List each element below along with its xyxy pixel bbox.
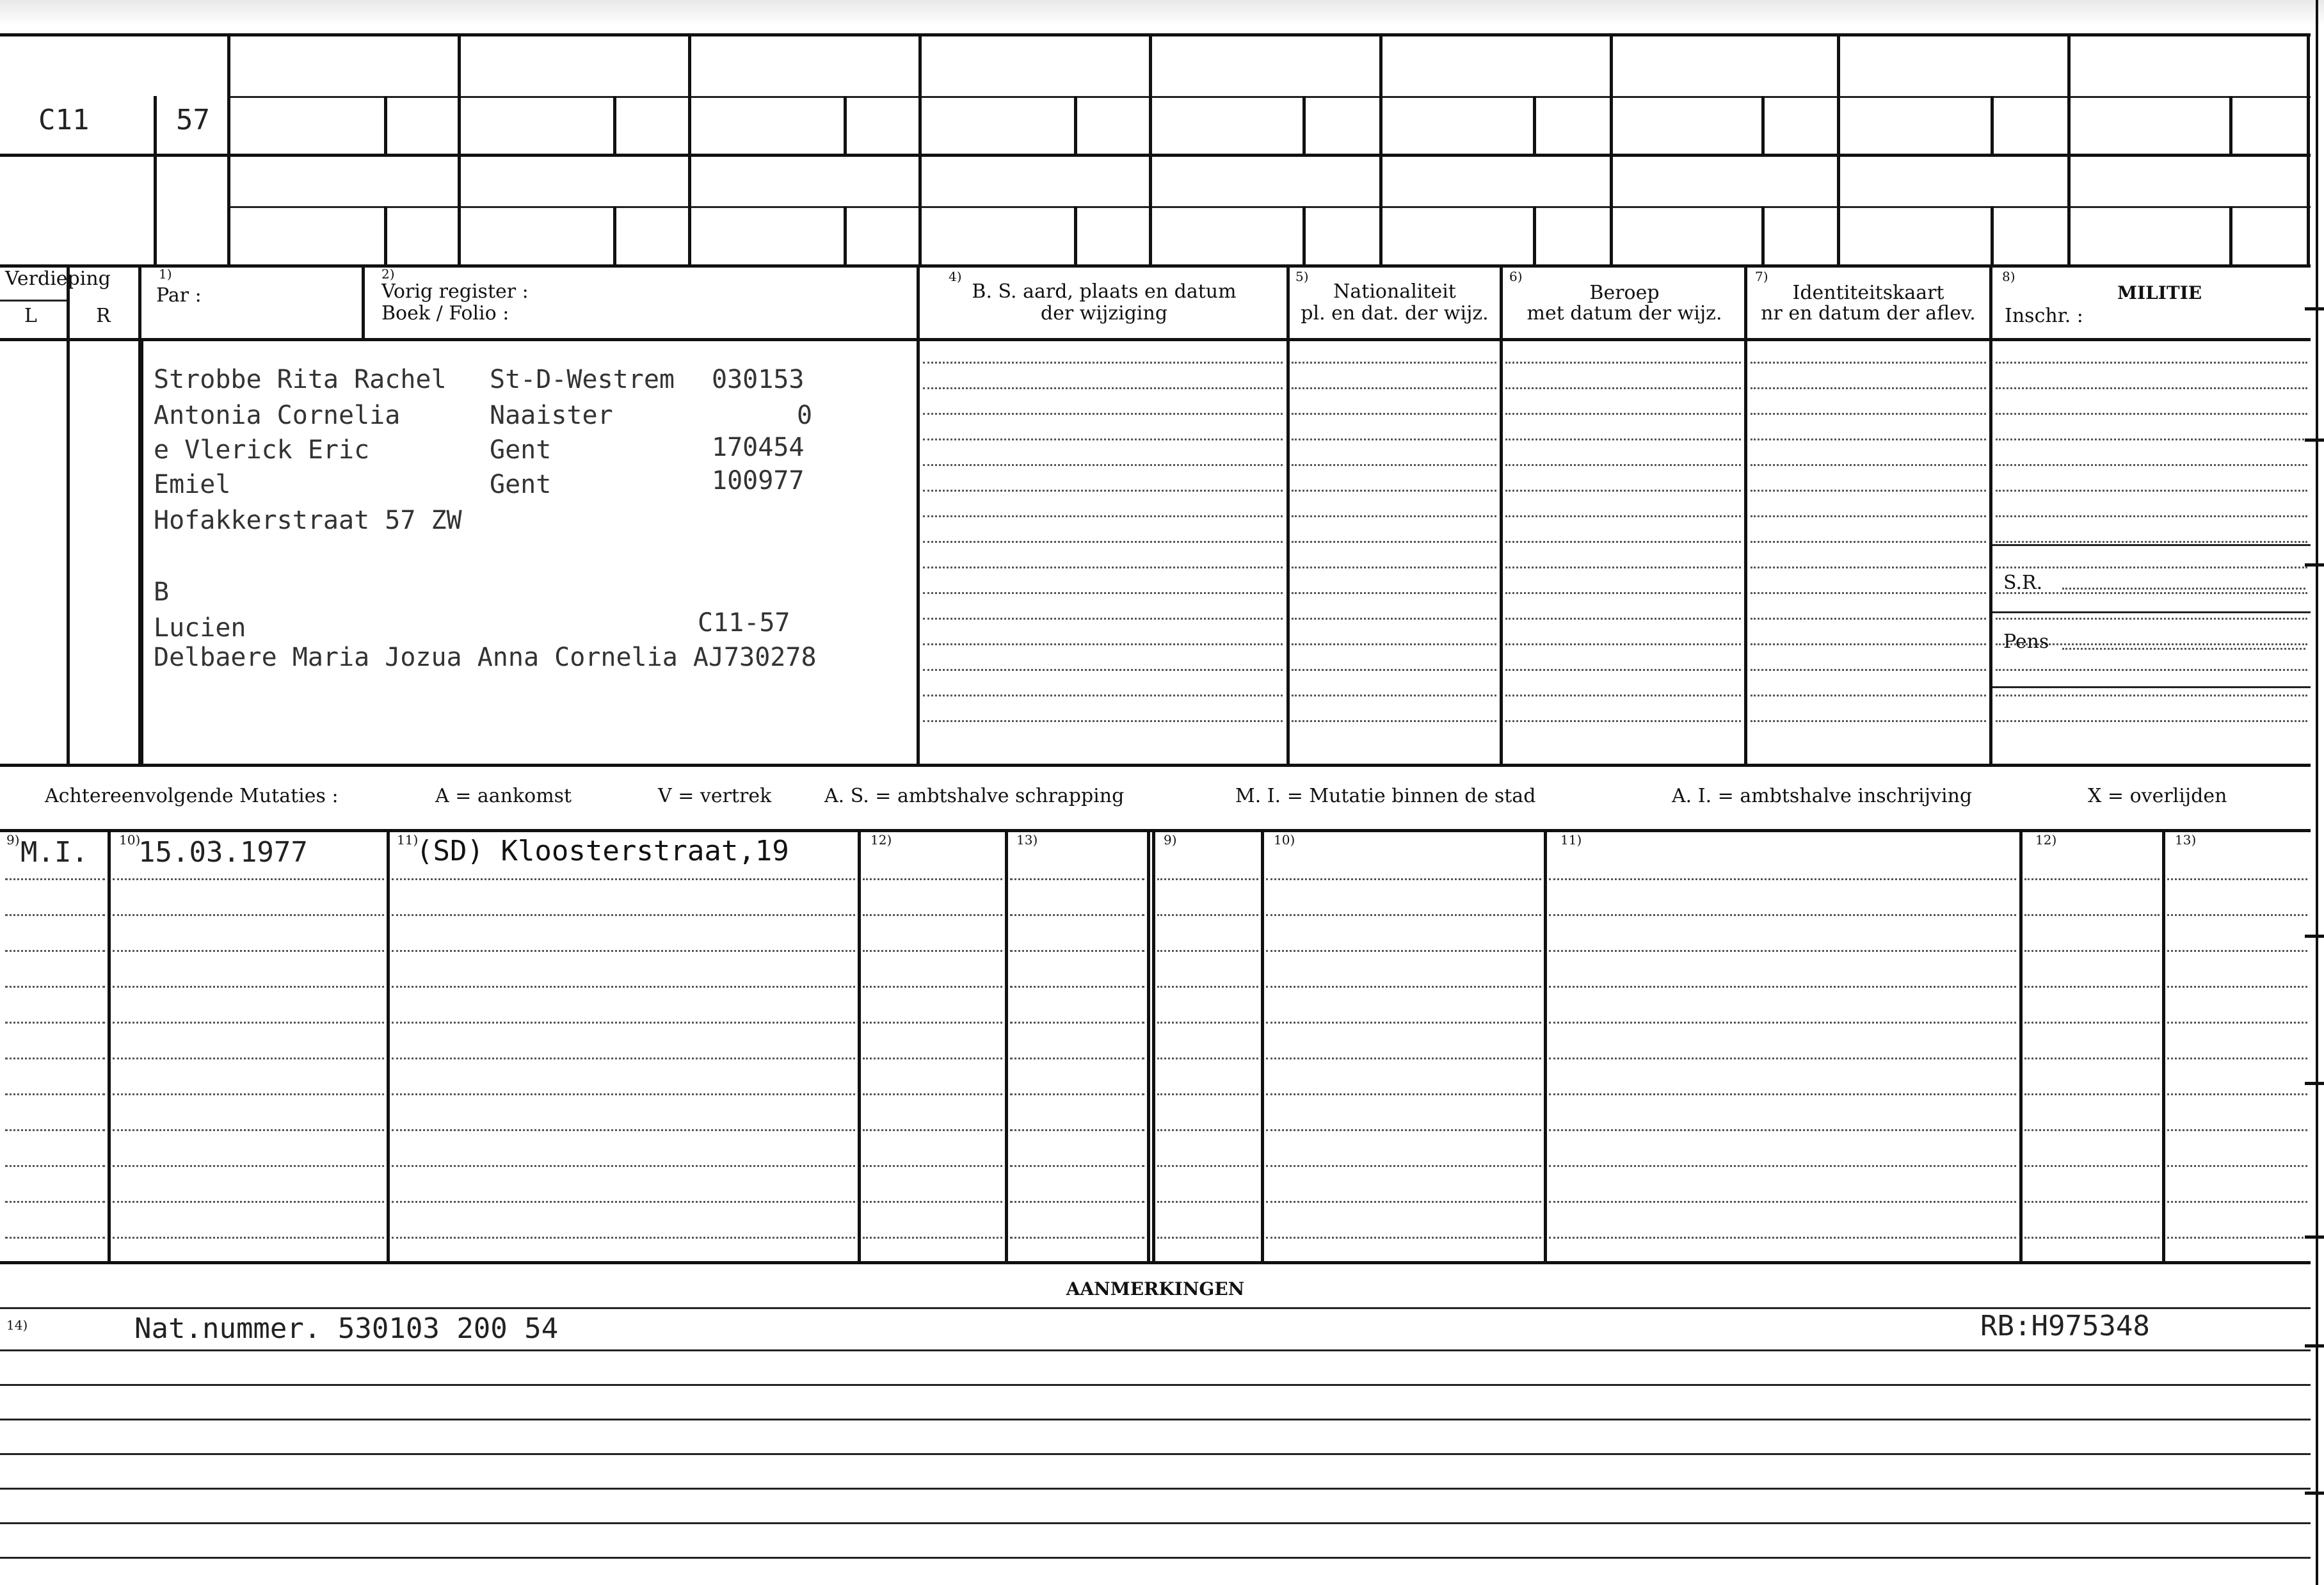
rule-line bbox=[1266, 950, 1541, 952]
rule-line bbox=[5, 878, 105, 880]
rule-line bbox=[113, 1093, 384, 1095]
rule-line bbox=[2167, 1237, 2307, 1239]
rule-line bbox=[1010, 1165, 1144, 1167]
rule-line bbox=[863, 1022, 1002, 1024]
verdieping-label: Verdieping bbox=[5, 268, 111, 290]
rule-line bbox=[1292, 618, 1496, 620]
rule-line bbox=[1505, 669, 1741, 671]
rule-line bbox=[2167, 1058, 2307, 1059]
col-number: 14) bbox=[6, 1317, 28, 1333]
rule-line bbox=[1751, 362, 1986, 364]
rule-line bbox=[1996, 362, 2307, 364]
rule-line bbox=[923, 515, 1283, 517]
vorig-register-label: Vorig register : bbox=[381, 280, 529, 303]
rule-line bbox=[113, 1129, 384, 1131]
rule-line bbox=[392, 1165, 855, 1167]
rule-line bbox=[1292, 438, 1496, 440]
rule-line bbox=[392, 986, 855, 988]
legend-title: Achtereenvolgende Mutaties : bbox=[45, 785, 339, 807]
rule-line bbox=[1751, 464, 1986, 466]
block-code: C11 bbox=[38, 104, 90, 136]
rule-line bbox=[1996, 515, 2307, 517]
rule-line bbox=[923, 464, 1283, 466]
rule-line bbox=[1266, 1165, 1541, 1167]
rule-line bbox=[392, 1093, 855, 1095]
rule-line bbox=[1751, 490, 1986, 492]
mutation-address: (SD) Kloosterstraat,19 bbox=[416, 835, 789, 867]
rule-line bbox=[1505, 618, 1741, 620]
rule-line bbox=[1292, 515, 1496, 517]
rule-line bbox=[113, 1022, 384, 1024]
person-date: 0 bbox=[797, 401, 813, 430]
house-number: 57 bbox=[176, 104, 210, 136]
rule-line bbox=[1996, 413, 2307, 415]
col-number: 11) bbox=[1560, 832, 1582, 848]
rule-line bbox=[1292, 592, 1496, 594]
rule-line bbox=[1010, 878, 1144, 880]
child-parents: Delbaere Maria Jozua Anna Cornelia AJ730278 bbox=[154, 643, 817, 672]
rule-line bbox=[1292, 643, 1496, 645]
rule-line bbox=[1266, 878, 1541, 880]
rule-line bbox=[1266, 1201, 1541, 1203]
col-number: 2) bbox=[381, 266, 395, 282]
rule-line bbox=[923, 695, 1283, 696]
rule-line bbox=[392, 914, 855, 916]
rule-line bbox=[1157, 1058, 1258, 1059]
rule-line bbox=[1549, 1129, 2016, 1131]
mutation-type: M.I. bbox=[20, 836, 88, 869]
rule-line bbox=[1751, 515, 1986, 517]
rule-line bbox=[5, 986, 105, 988]
person-place: Gent bbox=[490, 470, 552, 499]
rule-line bbox=[863, 914, 1002, 916]
rule-line bbox=[1292, 413, 1496, 415]
legend-ai: A. I. = ambtshalve inschrijving bbox=[1672, 785, 1973, 807]
rule-line bbox=[1751, 592, 1986, 594]
rule-line bbox=[113, 914, 384, 916]
rule-line bbox=[1157, 1093, 1258, 1095]
boek-folio-label: Boek / Folio : bbox=[381, 302, 509, 325]
rule-line bbox=[1549, 878, 2016, 880]
rule-line bbox=[923, 567, 1283, 568]
rule-line bbox=[863, 986, 1002, 988]
child-marker: B bbox=[154, 577, 170, 607]
rule-line bbox=[2167, 1129, 2307, 1131]
left-label: L bbox=[24, 305, 37, 327]
rule-line bbox=[1996, 720, 2307, 722]
rule-line bbox=[2167, 1165, 2307, 1167]
rule-line bbox=[1996, 438, 2307, 440]
rule-line bbox=[5, 1129, 105, 1131]
rule-line bbox=[1010, 1201, 1144, 1203]
rule-line bbox=[1751, 413, 1986, 415]
rule-line bbox=[2024, 1201, 2160, 1203]
rule-line bbox=[113, 1058, 384, 1059]
rule-line bbox=[1996, 695, 2307, 696]
rule-line bbox=[1751, 720, 1986, 722]
person-name: Emiel bbox=[154, 470, 231, 499]
rule-line bbox=[2024, 1093, 2160, 1095]
person-occupation: Naaister bbox=[490, 401, 613, 430]
rule-line bbox=[1549, 986, 2016, 988]
beroep-line1: Beroep bbox=[1589, 282, 1660, 304]
col-number: 4) bbox=[949, 269, 962, 284]
right-label: R bbox=[96, 305, 111, 327]
rule-line bbox=[2024, 1022, 2160, 1024]
pens-label: Pens bbox=[2003, 631, 2049, 653]
rule-line bbox=[392, 1237, 855, 1239]
rule-line bbox=[2024, 1129, 2160, 1131]
col-number: 12) bbox=[870, 832, 892, 848]
col-number: 13) bbox=[1016, 832, 1038, 848]
identiteit-line1: Identiteitskaart bbox=[1792, 282, 1944, 304]
rule-line bbox=[392, 878, 855, 880]
rule-line bbox=[392, 1201, 855, 1203]
rule-line bbox=[1505, 695, 1741, 696]
rule-line bbox=[923, 720, 1283, 722]
sr-label: S.R. bbox=[2003, 572, 2043, 594]
rule-line bbox=[113, 1237, 384, 1239]
rule-line bbox=[2167, 1093, 2307, 1095]
legend-mi: M. I. = Mutatie binnen de stad bbox=[1235, 785, 1536, 807]
legend-x: X = overlijden bbox=[2088, 785, 2227, 807]
rule-line bbox=[392, 1022, 855, 1024]
col-number: 9) bbox=[6, 832, 20, 848]
rule-line bbox=[1157, 1201, 1258, 1203]
rule-line bbox=[1505, 413, 1741, 415]
rule-line bbox=[1266, 1093, 1541, 1095]
rule-line bbox=[1010, 986, 1144, 988]
legend-v: V = vertrek bbox=[658, 785, 772, 807]
rule-line bbox=[2167, 986, 2307, 988]
rule-line bbox=[1751, 567, 1986, 568]
militie-title: MILITIE bbox=[2117, 282, 2202, 303]
col-number: 9) bbox=[1164, 832, 1177, 848]
rule-line bbox=[1010, 950, 1144, 952]
rule-line bbox=[863, 1129, 1002, 1131]
rule-line bbox=[2167, 1022, 2307, 1024]
rule-line bbox=[1751, 438, 1986, 440]
rule-line bbox=[113, 986, 384, 988]
col-number: 1) bbox=[159, 266, 172, 282]
rule-line bbox=[2024, 1237, 2160, 1239]
rule-line bbox=[1010, 1022, 1144, 1024]
rule-line bbox=[1549, 1058, 2016, 1059]
child-ref: C11-57 bbox=[698, 608, 790, 638]
legend-as: A. S. = ambtshalve schrapping bbox=[824, 785, 1125, 807]
rule-line bbox=[1996, 669, 2307, 671]
rule-line bbox=[5, 1058, 105, 1059]
bs-header-line2: der wijziging bbox=[1040, 302, 1168, 325]
rule-line bbox=[863, 1201, 1002, 1203]
rule-line bbox=[863, 878, 1002, 880]
rule-line bbox=[1751, 541, 1986, 543]
rule-line bbox=[1751, 643, 1986, 645]
inschr-label: Inschr. : bbox=[2005, 305, 2083, 327]
rule-line bbox=[863, 950, 1002, 952]
rule-line bbox=[1549, 1093, 2016, 1095]
rule-line bbox=[923, 541, 1283, 543]
rule-line bbox=[863, 1058, 1002, 1059]
rule-line bbox=[1157, 1237, 1258, 1239]
rule-line bbox=[1157, 1022, 1258, 1024]
bs-header-line1: B. S. aard, plaats en datum bbox=[972, 280, 1237, 303]
mutation-date: 15.03.1977 bbox=[138, 836, 308, 869]
nationaliteit-line2: pl. en dat. der wijz. bbox=[1301, 302, 1489, 325]
rule-line bbox=[1292, 669, 1496, 671]
person-date: 100977 bbox=[712, 466, 805, 495]
rule-line bbox=[1292, 695, 1496, 696]
rule-line bbox=[1549, 1201, 2016, 1203]
rule-line bbox=[392, 1058, 855, 1059]
rule-line bbox=[5, 1165, 105, 1167]
rule-line bbox=[2167, 950, 2307, 952]
rule-line bbox=[1751, 669, 1986, 671]
par-label: Par : bbox=[156, 284, 202, 307]
rule-line bbox=[1292, 362, 1496, 364]
person-name: Strobbe Rita Rachel bbox=[154, 365, 447, 394]
rule-line bbox=[1996, 387, 2307, 389]
person-date: 170454 bbox=[712, 433, 805, 462]
rule-line bbox=[1505, 490, 1741, 492]
rule-line bbox=[863, 1165, 1002, 1167]
rule-line bbox=[863, 1237, 1002, 1239]
national-number: Nat.nummer. 530103 200 54 bbox=[134, 1312, 559, 1345]
rule-line bbox=[1292, 490, 1496, 492]
col-number: 13) bbox=[2175, 832, 2197, 848]
child-name: Lucien bbox=[154, 613, 246, 643]
rule-line bbox=[1505, 464, 1741, 466]
address: Hofakkerstraat 57 ZW bbox=[154, 506, 462, 535]
rule-line bbox=[1505, 567, 1741, 568]
rule-line bbox=[1292, 541, 1496, 543]
rule-line bbox=[923, 490, 1283, 492]
rule-line bbox=[5, 950, 105, 952]
rule-line bbox=[923, 413, 1283, 415]
rule-line bbox=[113, 950, 384, 952]
col-number: 10) bbox=[119, 832, 141, 848]
rule-line bbox=[1549, 950, 2016, 952]
rule-line bbox=[923, 438, 1283, 440]
rule-line bbox=[2024, 1058, 2160, 1059]
rule-line bbox=[1996, 618, 2307, 620]
col-number: 6) bbox=[1509, 269, 1523, 284]
rule-line bbox=[1266, 1129, 1541, 1131]
rule-line bbox=[1751, 387, 1986, 389]
rule-line bbox=[923, 362, 1283, 364]
rule-line bbox=[5, 1201, 105, 1203]
rule-line bbox=[1505, 362, 1741, 364]
rule-line bbox=[2167, 878, 2307, 880]
rule-line bbox=[1505, 541, 1741, 543]
rule-line bbox=[1996, 464, 2307, 466]
rule-line bbox=[1505, 515, 1741, 517]
rule-line bbox=[1010, 1093, 1144, 1095]
rule-line bbox=[1292, 387, 1496, 389]
rule-line bbox=[1010, 1058, 1144, 1059]
col-number: 8) bbox=[2002, 269, 2015, 284]
nationaliteit-line1: Nationaliteit bbox=[1333, 280, 1456, 303]
rule-line bbox=[923, 592, 1283, 594]
rule-line bbox=[1549, 914, 2016, 916]
rule-line bbox=[1266, 914, 1541, 916]
rule-line bbox=[1549, 1165, 2016, 1167]
rule-line bbox=[1157, 950, 1258, 952]
person-place: Gent bbox=[490, 435, 552, 465]
rule-line bbox=[1751, 695, 1986, 696]
rule-line bbox=[1266, 1058, 1541, 1059]
rule-line bbox=[1292, 567, 1496, 568]
rule-line bbox=[923, 387, 1283, 389]
col-number: 7) bbox=[1755, 269, 1768, 284]
person-date: 030153 bbox=[712, 365, 805, 394]
rule-line bbox=[2024, 950, 2160, 952]
beroep-line2: met datum der wijz. bbox=[1527, 302, 1722, 325]
remarks-title: AANMERKINGEN bbox=[1066, 1278, 1245, 1299]
rule-line bbox=[1549, 1237, 2016, 1239]
col-number: 11) bbox=[397, 832, 419, 848]
rule-line bbox=[1549, 1022, 2016, 1024]
rule-line bbox=[1010, 1237, 1144, 1239]
rule-line bbox=[923, 618, 1283, 620]
rule-line bbox=[1996, 541, 2307, 543]
rule-line bbox=[1292, 720, 1496, 722]
rule-line bbox=[392, 950, 855, 952]
rule-line bbox=[1505, 438, 1741, 440]
rule-line bbox=[5, 1093, 105, 1095]
col-number: 12) bbox=[2035, 832, 2057, 848]
rule-line bbox=[113, 1165, 384, 1167]
rule-line bbox=[2024, 1165, 2160, 1167]
rule-line bbox=[5, 914, 105, 916]
rule-line bbox=[1266, 1022, 1541, 1024]
rule-line bbox=[5, 1237, 105, 1239]
person-place: St-D-Westrem bbox=[490, 365, 675, 394]
rule-line bbox=[923, 643, 1283, 645]
rule-line bbox=[1157, 914, 1258, 916]
person-name: e Vlerick Eric bbox=[154, 435, 370, 465]
rule-line bbox=[1996, 567, 2307, 568]
rb-number: RB:H975348 bbox=[1980, 1310, 2150, 1342]
rule-line bbox=[1266, 986, 1541, 988]
legend-a: A = aankomst bbox=[435, 785, 572, 807]
rule-line bbox=[1505, 592, 1741, 594]
rule-line bbox=[2024, 914, 2160, 916]
person-name: Antonia Cornelia bbox=[154, 401, 401, 430]
rule-line bbox=[923, 669, 1283, 671]
rule-line bbox=[2167, 1201, 2307, 1203]
rule-line bbox=[5, 1022, 105, 1024]
rule-line bbox=[113, 878, 384, 880]
rule-line bbox=[2024, 878, 2160, 880]
rule-line bbox=[2024, 986, 2160, 988]
rule-line bbox=[1505, 643, 1741, 645]
rule-line bbox=[1010, 1129, 1144, 1131]
rule-line bbox=[113, 1201, 384, 1203]
rule-line bbox=[1157, 986, 1258, 988]
rule-line bbox=[2167, 914, 2307, 916]
scan-edge bbox=[0, 0, 2324, 26]
rule-line bbox=[1010, 914, 1144, 916]
rule-line bbox=[1266, 1237, 1541, 1239]
rule-line bbox=[1292, 464, 1496, 466]
rule-line bbox=[1996, 490, 2307, 492]
identiteit-line2: nr en datum der aflev. bbox=[1761, 302, 1976, 325]
rule-line bbox=[1157, 878, 1258, 880]
rule-line bbox=[1505, 720, 1741, 722]
rule-line bbox=[1751, 618, 1986, 620]
rule-line bbox=[1157, 1165, 1258, 1167]
rule-line bbox=[392, 1129, 855, 1131]
rule-line bbox=[1505, 387, 1741, 389]
rule-line bbox=[1157, 1129, 1258, 1131]
rule-line bbox=[863, 1093, 1002, 1095]
col-number: 5) bbox=[1295, 269, 1309, 284]
col-number: 10) bbox=[1274, 832, 1295, 848]
